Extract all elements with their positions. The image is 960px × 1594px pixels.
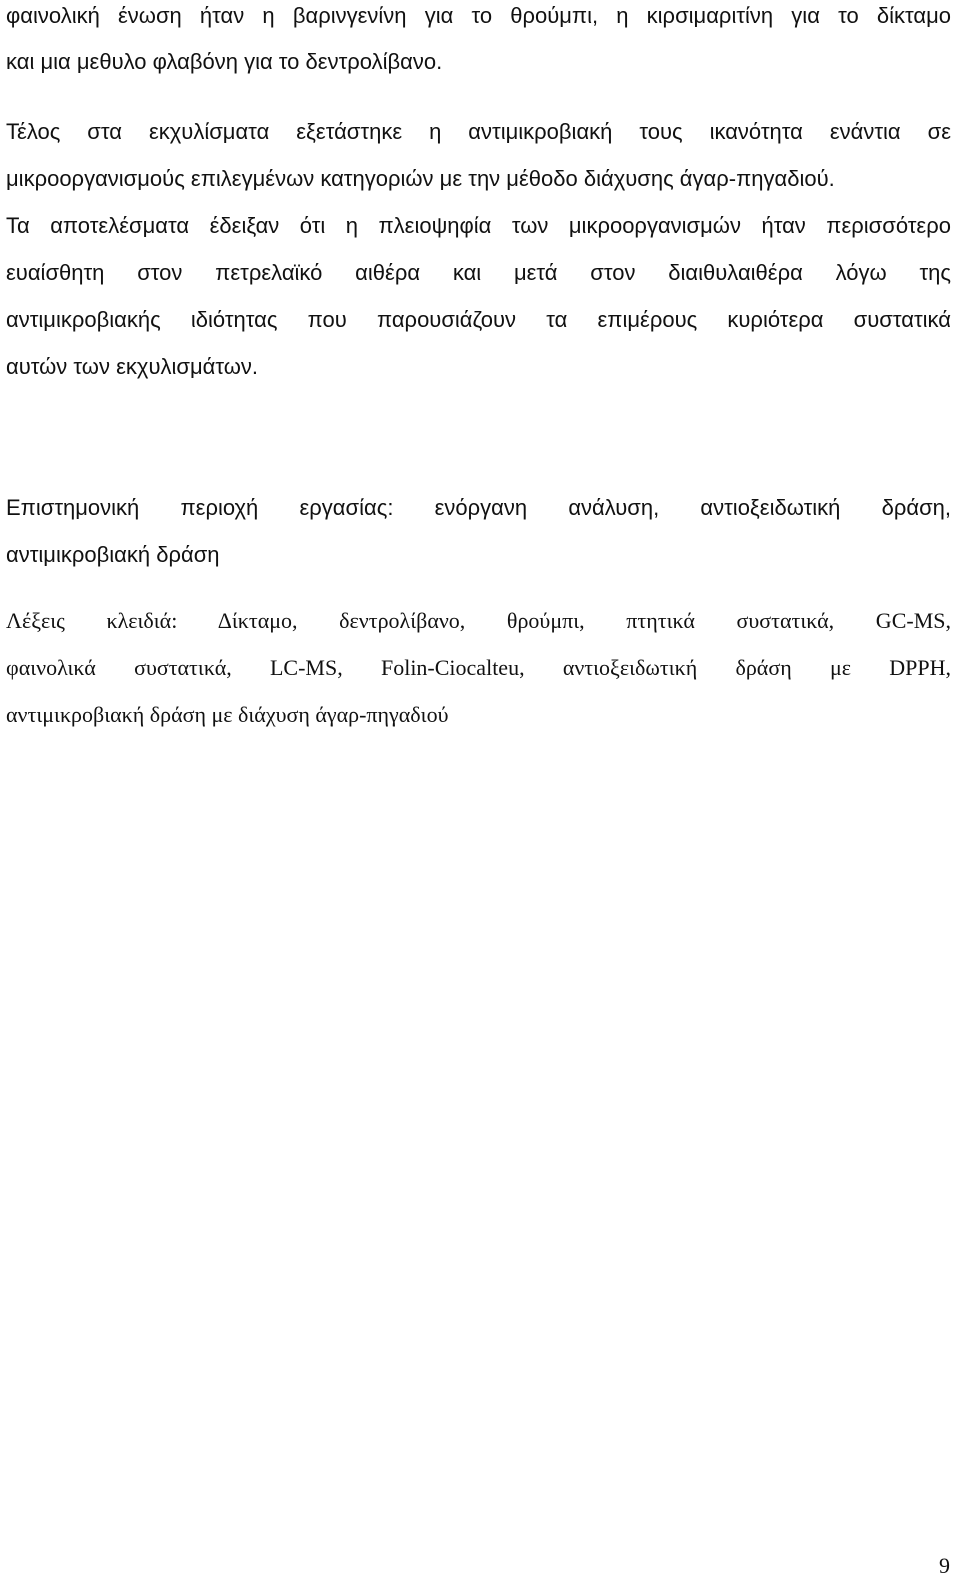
- text-line: αντιμικροβιακής ιδιότητας που παρουσιάζουν τα επιμέρους κυριότερα συστατικά: [6, 307, 951, 332]
- text-line: Τα αποτελέσματα έδειξαν ότι η πλειοψηφία των μικροοργανισμών ήταν περισσότερο: [6, 213, 951, 238]
- text-line: Επιστημονική περιοχή εργασίας: ενόργανη ανάλυση, αντιοξειδωτική δράση,: [6, 495, 951, 520]
- text-line: φαινολική ένωση ήταν η βαρινγενίνη για το θρούμπι, η κιρσιμαριτίνη για το δίκταμο: [6, 3, 951, 28]
- text-line: αντιμικροβιακή δράση με διάχυση άγαρ-πηγαδιού: [6, 702, 449, 727]
- text-line: ευαίσθητη στον πετρελαϊκό αιθέρα και μετά στον διαιθυλαιθέρα λόγω της: [6, 260, 951, 285]
- text-line: Λέξεις κλειδιά: Δίκταμο, δεντρολίβανο, θρούμπι, πτητικά συστατικά, GC-MS,: [6, 608, 951, 633]
- text-line: μικροοργανισμούς επιλεγμένων κατηγοριών με την μέθοδο διάχυσης άγαρ-πηγαδιού.: [6, 166, 835, 191]
- text-line: και μια μεθυλο φλαβόνη για το δεντρολίβανο.: [6, 49, 443, 74]
- page-number: 9: [939, 1553, 950, 1578]
- text-line: αντιμικροβιακή δράση: [6, 542, 220, 567]
- text-line: φαινολικά συστατικά, LC-MS, Folin-Ciocalteu, αντιοξειδωτική δράση με DPPH,: [6, 655, 951, 680]
- text-line: αυτών των εκχυλισμάτων.: [6, 354, 259, 379]
- text-line: Τέλος στα εκχυλίσματα εξετάστηκε η αντιμικροβιακή τους ικανότητα ενάντια σε: [6, 119, 951, 144]
